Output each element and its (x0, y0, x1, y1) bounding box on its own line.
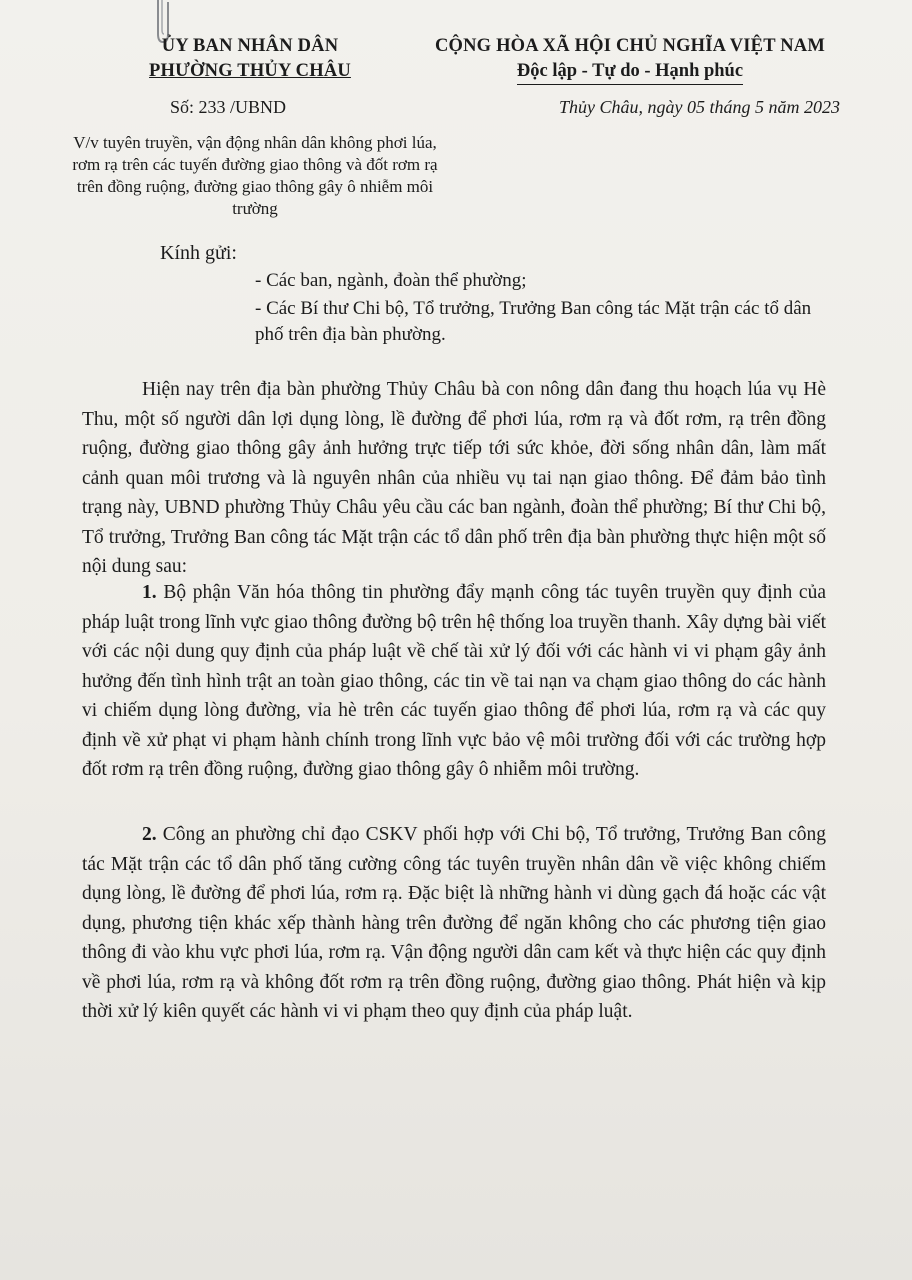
document-subject: V/v tuyên truyền, vận động nhân dân không phơi lúa, rơm rạ trên các tuyến đường giao thông và đốt rơm rạ trên đồng ruộng, đường giao thông gây ô nhiễm môi trường (72, 133, 438, 218)
intro-paragraph: Hiện nay trên địa bàn phường Thủy Châu bà con nông dân đang thu hoạch lúa vụ Hè Thu, một số người dân lợi dụng lòng, lề đường để phơi lúa, rơm rạ và đốt rơm, rạ trên đồng ruộng, đường giao thông gây ảnh hưởng trực tiếp tới sức khỏe, đời sống nhân dân, làm mất cảnh quan môi trương và là nguyên nhân của nhiều vụ tai nạn giao thông. Để đảm bảo tình trạng này, UBND phường Thủy Châu yêu cầu các ban ngành, đoàn thể phường; Bí thư Chi bộ, Tổ trưởng, Trưởng Ban công tác Mặt trận các tổ dân phố trên địa bàn phường thực hiện một số nội dung sau: (82, 379, 826, 577)
salutation: Kính gửi: (160, 242, 237, 264)
recipient-item: - Các ban, ngành, đoàn thể phường; (255, 270, 527, 291)
issuing-authority (100, 34, 400, 84)
recipient-item: - Các Bí thư Chi bộ, Tổ trưởng, Trưởng Ban công tác Mặt trận các tổ dân phố trên địa bàn phường. (255, 298, 812, 345)
ward-name (100, 59, 400, 84)
item-1-number: 1. (142, 582, 157, 603)
national-header (410, 34, 850, 85)
ward-name-text: PHƯỜNG THỦY CHÂU (149, 61, 351, 81)
item-1-text: Bộ phận Văn hóa thông tin phường đẩy mạnh công tác tuyên truyền quy định của pháp luật trong lĩnh vực giao thông đường bộ trên hệ thống loa truyền thanh. Xây dựng bài viết với các nội dung quy định của pháp luật về chế tài xử lý đối với các hành vi vi phạm gây ảnh hưởng đến tình hình trật an toàn giao thông, các tin về tai nạn va chạm giao thông do các hành vi chiếm dụng lòng đường, vỉa hè trên các tuyến giao thông để phơi lúa, rơm rạ và các quy định về xử phạt vi phạm hành chính trong lĩnh vực bảo vệ môi trường đối với các trường hợp đốt rơm rạ trên đồng ruộng, đường giao thông gây ô nhiễm môi trường. (82, 582, 826, 780)
document-number: Số: 233 /UBND (170, 97, 287, 117)
item-2-number: 2. (142, 824, 157, 845)
item-2-text: Công an phường chỉ đạo CSKV phối hợp với Chi bộ, Tổ trưởng, Trưởng Ban công tác Mặt trận các tổ dân phố tăng cường công tác tuyên truyền nhân dân về việc không chiếm dụng lòng, lề đường để phơi lúa, rơm rạ. Đặc biệt là những hành vi dùng gạch đá hoặc các vật dụng, phương tiện khác xếp thành hàng trên đường để ngăn không cho các phương tiện giao thông đi vào khu vực phơi lúa, rơm rạ. Vận động người dân cam kết và thực hiện các quy định về phơi lúa, rơm rạ và không đốt rơm rạ trên đồng ruộng, đường giao thông. Phát hiện và kịp thời xử lý kiên quyết các hành vi vi phạm theo quy định của pháp luật. (82, 824, 826, 1022)
authority-name: ỦY BAN NHÂN DÂN (161, 36, 339, 56)
item-2-paragraph (82, 820, 826, 1027)
document-date: Thủy Châu, ngày 05 tháng 5 năm 2023 (559, 97, 840, 117)
country-name: CỘNG HÒA XÃ HỘI CHỦ NGHĨA VIỆT NAM (434, 36, 826, 56)
motto: Độc lập - Tự do - Hạnh phúc (517, 59, 743, 85)
item-1-paragraph (82, 578, 826, 785)
